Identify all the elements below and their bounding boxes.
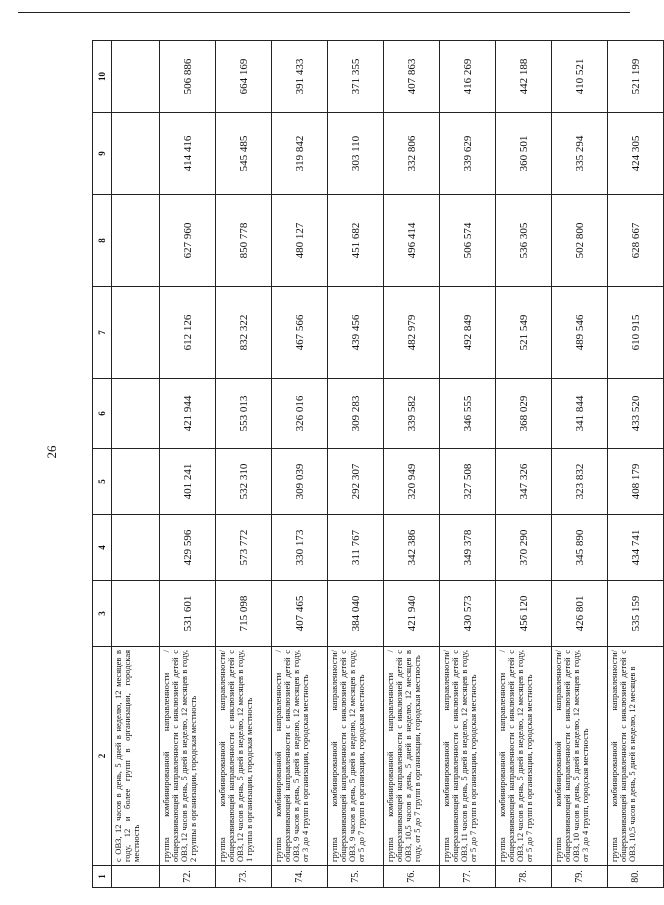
cost-value-cell: 832 322 — [216, 287, 272, 379]
cost-value-cell: 429 596 — [160, 515, 216, 581]
cost-value-cell: 407 863 — [384, 41, 440, 113]
cost-value-cell: 850 778 — [216, 195, 272, 287]
cost-value-cell: 384 040 — [328, 581, 384, 647]
cost-value-cell: 339 582 — [384, 379, 440, 449]
table-row — [440, 41, 496, 888]
table-row — [552, 41, 608, 888]
cost-value-cell: 346 555 — [440, 379, 496, 449]
cost-value-cell: 610 915 — [608, 287, 664, 379]
row-number: 74. — [272, 866, 328, 888]
cost-value-cell: 360 501 — [496, 113, 552, 195]
cost-value-cell: 553 013 — [216, 379, 272, 449]
column-header: 7 — [93, 287, 112, 379]
cost-value-cell: 292 307 — [328, 449, 384, 515]
cost-value-cell: 715 098 — [216, 581, 272, 647]
row-description: группа комбинированной направленности/ общеразвивающей направленности с инклюзией детей с ОВЗ, 10,5 часов в день, 5 дней в неделю, 12 месяцев в — [608, 647, 664, 866]
table-row — [608, 41, 664, 888]
cost-value-cell: 573 772 — [216, 515, 272, 581]
cost-value-cell: 311 767 — [328, 515, 384, 581]
row-description: группа комбинированной направленности/ общеразвивающей направленности с инклюзией детей с ОВЗ, 11 часов в день, 5 дней в неделю, 12 месяцев в году, от 5 до 7 групп в организации, городская местность — [440, 647, 496, 866]
cost-value-cell: 320 949 — [384, 449, 440, 515]
row-description: группа комбинированной направленности / общеразвивающей направленности с инклюзией детей с ОВЗ, 9 часов в день, 5 дней в неделю, 12 месяцев в году, от 3 до 4 групп в организации, городская местность — [272, 647, 328, 866]
column-header: 4 — [93, 515, 112, 581]
row-description: группа комбинированной направленности / общеразвивающей направленности с инклюзией детей с ОВЗ, 10,5 часов в день, 5 дней в неделю, 12 месяцев в году, от 5 до 7 групп в организации, городская местность — [384, 647, 440, 866]
cost-value-cell: 335 294 — [552, 113, 608, 195]
cost-value-cell: 536 305 — [496, 195, 552, 287]
table-row — [160, 41, 216, 888]
cost-value-cell: 332 806 — [384, 113, 440, 195]
column-header: 2 — [93, 647, 112, 866]
cost-value-cell: 408 179 — [608, 449, 664, 515]
cost-value-cell: 339 629 — [440, 113, 496, 195]
cost-value-cell: 434 741 — [608, 515, 664, 581]
column-header: 3 — [93, 581, 112, 647]
row-description: группа комбинированной направленности/ общеразвивающей направленности с инклюзией детей с ОВЗ, 9 часов в день, 5 дней в неделю, 12 месяцев в году, от 5 до 7 групп в организации, городская местность — [328, 647, 384, 866]
cost-value-cell: 401 241 — [160, 449, 216, 515]
row-number: 76. — [384, 866, 440, 888]
cost-value-cell: 368 029 — [496, 379, 552, 449]
cost-value-cell: 492 849 — [440, 287, 496, 379]
top-rule — [18, 12, 630, 13]
row-number: 72. — [160, 866, 216, 888]
row-description: группа комбинированной направленности/ общеразвивающей направленности с инклюзией детей с ОВЗ, 12 часов в день, 5 дней в неделю, 12 месяцев в году, 1 группа в организации, городская местность — [216, 647, 272, 866]
page-number: 26 — [44, 445, 59, 459]
cost-value-cell: 323 832 — [552, 449, 608, 515]
table-row — [496, 41, 552, 888]
row-number: 75. — [328, 866, 384, 888]
cost-value-cell: 414 416 — [160, 113, 216, 195]
cost-value-cell: 545 485 — [216, 113, 272, 195]
column-header: 10 — [93, 41, 112, 113]
cost-value-cell: 442 188 — [496, 41, 552, 113]
cost-value-cell: 326 016 — [272, 379, 328, 449]
cost-value-cell: 410 521 — [552, 41, 608, 113]
column-header: 8 — [93, 195, 112, 287]
cost-value-cell: 345 890 — [552, 515, 608, 581]
row-number — [112, 866, 160, 888]
cost-value-cell: 421 944 — [160, 379, 216, 449]
cost-value-cell: 370 290 — [496, 515, 552, 581]
cost-value-cell: 480 127 — [272, 195, 328, 287]
cost-value-cell: 506 886 — [160, 41, 216, 113]
tariff-table — [92, 40, 664, 888]
row-number: 73. — [216, 866, 272, 888]
cost-value-cell: 342 386 — [384, 515, 440, 581]
cost-value-cell: 506 574 — [440, 195, 496, 287]
cost-value-cell: 489 546 — [552, 287, 608, 379]
column-header: 6 — [93, 379, 112, 449]
cost-value-cell: 327 508 — [440, 449, 496, 515]
cost-value-cell: 433 520 — [608, 379, 664, 449]
cost-value-cell: 309 283 — [328, 379, 384, 449]
column-header: 1 — [93, 866, 112, 888]
cost-value-cell: 319 842 — [272, 113, 328, 195]
cost-value-cell: 521 549 — [496, 287, 552, 379]
table-row — [384, 41, 440, 888]
cost-value-cell: 467 566 — [272, 287, 328, 379]
cost-value-cell: 424 305 — [608, 113, 664, 195]
cost-value-cell: 416 269 — [440, 41, 496, 113]
row-description: группа комбинированной направленности / общеразвивающей направленности с инклюзией детей с ОВЗ, 12 часов в день, 5 дней в неделю, 12 месяцев в году, от 5 до 7 групп в организации, городская местность — [496, 647, 552, 866]
cost-value-cell: 451 682 — [328, 195, 384, 287]
header-row — [93, 41, 112, 888]
column-header: 5 — [93, 449, 112, 515]
cost-value-cell: 371 355 — [328, 41, 384, 113]
cost-value-cell: 612 126 — [160, 287, 216, 379]
cost-value-cell: 496 414 — [384, 195, 440, 287]
cost-value-cell: 439 456 — [328, 287, 384, 379]
cost-value-cell: 532 310 — [216, 449, 272, 515]
cost-value-cell: 628 667 — [608, 195, 664, 287]
cost-value-cell: 407 465 — [272, 581, 328, 647]
row-description: группа комбинированной направленности / общеразвивающей направленности с инклюзией детей с ОВЗ, 12 часов в день, 5 дней в неделю, 12 месяцев в году, 2 группы в организации, городская местность — [160, 647, 216, 866]
table-row — [216, 41, 272, 888]
cost-value-cell: 521 199 — [608, 41, 664, 113]
row-description: с ОВЗ, 12 часов в день, 5 дней в неделю, 12 месяцев в году, 12 и более групп в организации, городская местность — [112, 647, 160, 866]
table-row — [328, 41, 384, 888]
cost-value-cell: 502 800 — [552, 195, 608, 287]
cost-value-cell: 347 326 — [496, 449, 552, 515]
continuation-row — [112, 41, 160, 888]
cost-value-cell: 341 844 — [552, 379, 608, 449]
cost-value-cell: 531 601 — [160, 581, 216, 647]
row-number: 77. — [440, 866, 496, 888]
cost-value-cell: 430 573 — [440, 581, 496, 647]
cost-value-cell: 535 159 — [608, 581, 664, 647]
cost-value-cell: 482 979 — [384, 287, 440, 379]
cost-value-cell: 426 801 — [552, 581, 608, 647]
row-number: 80. — [608, 866, 664, 888]
row-number: 78. — [496, 866, 552, 888]
cost-value-cell: 664 169 — [216, 41, 272, 113]
row-description: группа комбинированной направленности/ общеразвивающей направленности с инклюзией детей с ОВЗ, 10 часов в день, 5 дней в неделю, 12 месяцев в году, от 3 до 4 групп, городская местность — [552, 647, 608, 866]
cost-value-cell: 627 960 — [160, 195, 216, 287]
cost-value-cell: 303 110 — [328, 113, 384, 195]
table-row — [272, 41, 328, 888]
cost-value-cell: 391 433 — [272, 41, 328, 113]
row-number: 79. — [552, 866, 608, 888]
cost-value-cell: 421 940 — [384, 581, 440, 647]
column-header: 9 — [93, 113, 112, 195]
rotated-table-container — [92, 41, 642, 888]
cost-value-cell: 330 173 — [272, 515, 328, 581]
cost-value-cell: 349 378 — [440, 515, 496, 581]
cost-value-cell: 309 039 — [272, 449, 328, 515]
cost-value-cell: 456 120 — [496, 581, 552, 647]
